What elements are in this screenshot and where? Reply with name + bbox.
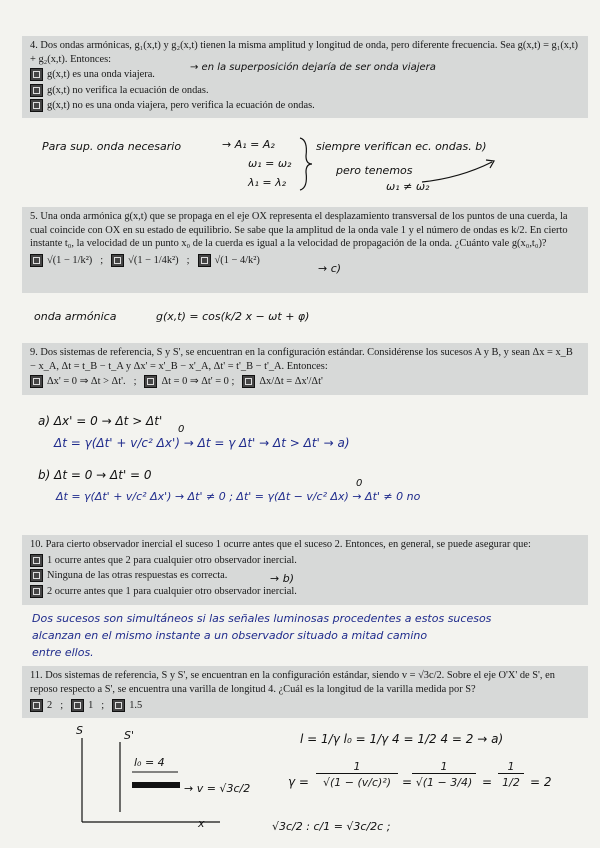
q4-note-3: ω₁ = ω₂ — [248, 157, 292, 170]
question-5-block — [22, 207, 588, 293]
q9-part-a-head: a) Δx' = 0 → Δt > Δt' — [38, 414, 163, 428]
question-10-stem: 10. Para cierto observador inercial el suceso 1 ocurre antes que el suceso 2. Entonces, en general, se puede asegurar que: — [30, 539, 531, 550]
gamma-fraction-3: 1 1/2 — [498, 760, 524, 789]
checkbox-icon[interactable] — [30, 84, 43, 97]
q4-note-7: ω₁ ≠ ω₂ — [386, 180, 430, 193]
q10-line-1: Dos sucesos son simultáneos si las señales luminosas procedentes a estos sucesos — [32, 612, 492, 625]
q4-note-6: pero tenemos — [336, 164, 413, 177]
q9-part-b-zero: 0 — [356, 478, 363, 489]
q5-option-2[interactable]: √(1 − 1/4k²) — [111, 254, 178, 268]
checkbox-icon[interactable] — [30, 585, 43, 598]
q11-option-2[interactable]: 1 — [71, 699, 93, 713]
checkbox-icon[interactable] — [30, 554, 43, 567]
checkbox-icon[interactable] — [30, 99, 43, 112]
q10-line-3: entre ellos. — [32, 646, 94, 659]
brace-icon — [296, 136, 316, 192]
q9-part-b-line: Δt = γ(Δt' + v/c² Δx') → Δt' ≠ 0 ; Δt' = γ(Δt − v/c² Δx) → Δt' ≠ 0 no — [56, 490, 421, 503]
checkbox-icon[interactable] — [71, 699, 84, 712]
q5-options: √(1 − 1/k²) ; √(1 − 1/4k²) ; √(1 − 4/k²) — [30, 254, 580, 268]
q9-part-b-head: b) Δt = 0 → Δt' = 0 — [38, 468, 152, 482]
gamma-fraction-2: 1 √(1 − 3/4) — [412, 760, 476, 789]
question-4-stem: 4. Dos ondas armónicas, g₁(x,t) y g₂(x,t) tienen la misma amplitud y longitud de onda, pero diferente frecuencia. Sea g(x,t) = g₁(x,t) + g₂(x,t). Entonces: — [30, 40, 578, 65]
q4-note-4: λ₁ = λ₂ — [248, 176, 287, 189]
q4-option-3[interactable]: g(x,t) no es una onda viajera, pero verifica la ecuación de ondas. — [30, 99, 580, 113]
gamma-label: γ = — [288, 775, 309, 789]
q9-part-a-line: Δt = γ(Δt' + v/c² Δx') → Δt = γ Δt' → Δt > Δt' → a) — [54, 436, 350, 450]
checkbox-icon[interactable] — [242, 375, 255, 388]
axis-x-label: x — [198, 817, 205, 830]
q9-options: Δx' = 0 ⇒ Δt > Δt'. ; Δt = 0 ⇒ Δt' = 0 ; Δx/Δt = Δx'/Δt' — [30, 375, 580, 389]
question-9-stem: 9. Dos sistemas de referencia, S y S', se encuentran en la configuración estándar. Considérense los sucesos A y B, y sean Δx = x_B − x_A, Δt = t_B − t_A y Δx' = x'_B − x'_A, Δt' = t'_B − t'_A. Entonces: — [30, 347, 573, 372]
reference-frame-sketch — [80, 728, 280, 828]
question-10-block — [22, 535, 588, 605]
gamma-equals-2: = — [482, 775, 493, 789]
axis-s-prime-label: S' — [124, 729, 135, 742]
question-4-block — [22, 36, 588, 118]
question-11-stem: 11. Dos sistemas de referencia, S y S', se encuentran en la configuración estándar, siendo v = √3c/2. Sobre el eje O'X' de S', en reposo respecto a S', se encuentra una varilla de longitud 4. ¿Cuál es la longitud de la varilla medida por S? — [30, 670, 555, 695]
length-contraction-eq: l = 1/γ l₀ = 1/γ 4 = 1/2 4 = 2 → a) — [300, 732, 504, 746]
q5-note-1: onda armónica — [34, 310, 117, 323]
q9-option-1[interactable]: Δx' = 0 ⇒ Δt > Δt'. — [30, 375, 126, 389]
question-5-stem: 5. Una onda armónica g(x,t) que se propaga en el eje OX representa el desplazamiento transversal de los puntos de una cuerda, la cual coincide con OX en su estado de equilibrio. Se sabe que la amplitud de la onda vale 1 y el número de ondas es k/2. En cierto instante t₀, la velocidad de un punto x₀ de la cuerda es igual a la velocidad de propagación de la onda. ¿Cuánto vale g(x₀,t₀)? — [30, 211, 568, 249]
q5-answer-note: → c) — [318, 262, 342, 275]
q10-line-2: alcanzan en el mismo instante a un observador situado a mitad camino — [32, 629, 428, 642]
arrow-icon — [420, 156, 500, 186]
q5-note-2: g(x,t) = cos(k/2 x − ωt + φ) — [156, 310, 310, 323]
q4-option1-note: → en la superposición dejaría de ser onda viajera — [190, 62, 436, 73]
q9-option-2[interactable]: Δt = 0 ⇒ Δt' = 0 ; — [144, 375, 234, 389]
question-9-block — [22, 343, 588, 395]
q4-note-1: Para sup. onda necesario — [42, 140, 182, 153]
axis-s-label: S — [76, 724, 83, 737]
gamma-fraction-1: 1 √(1 − (v/c)²) — [316, 760, 398, 789]
q11-option-1[interactable]: 2 — [30, 699, 52, 713]
velocity-label: → v = √3c/2 — [184, 782, 251, 795]
q10-option-3[interactable]: 2 ocurre antes que 1 para cualquier otro observador inercial. — [30, 585, 580, 599]
ratio-eq: √3c/2 : c/1 = √3c/2c ; — [272, 820, 391, 833]
q4-option-1[interactable]: g(x,t) es una onda viajera. — [30, 68, 580, 82]
checkbox-icon[interactable] — [30, 68, 43, 81]
q5-option-1[interactable]: √(1 − 1/k²) — [30, 254, 92, 268]
q10-option-1[interactable]: 1 ocurre antes que 2 para cualquier otro observador inercial. — [30, 554, 580, 568]
checkbox-icon[interactable] — [198, 254, 211, 267]
checkbox-icon[interactable] — [30, 254, 43, 267]
q4-option-2[interactable]: g(x,t) no verifica la ecuación de ondas. — [30, 84, 580, 98]
checkbox-icon[interactable] — [30, 569, 43, 582]
checkbox-icon[interactable] — [111, 254, 124, 267]
q10-answer-note: → b) — [270, 572, 294, 585]
q11-options: 2 ; 1 ; 1.5 — [30, 699, 580, 713]
q9-option-3[interactable]: Δx/Δt = Δx'/Δt' — [242, 375, 322, 389]
checkbox-icon[interactable] — [30, 375, 43, 388]
q4-note-5: siempre verifican ec. ondas. b) — [316, 140, 487, 153]
question-11-block — [22, 666, 588, 718]
checkbox-icon[interactable] — [144, 375, 157, 388]
q5-option-3[interactable]: √(1 − 4/k²) — [198, 254, 260, 268]
q9-part-a-zero: 0 — [178, 424, 185, 435]
q10-option-2[interactable]: Ninguna de las otras respuestas es correcta. — [30, 569, 580, 583]
gamma-result: = 2 — [530, 775, 552, 789]
checkbox-icon[interactable] — [112, 699, 125, 712]
q4-note-2: → A₁ = A₂ — [222, 138, 275, 151]
gamma-equals-1: = — [402, 775, 413, 789]
checkbox-icon[interactable] — [30, 699, 43, 712]
q11-option-3[interactable]: 1.5 — [112, 699, 142, 713]
rod-length-label: l₀ = 4 — [134, 756, 165, 769]
